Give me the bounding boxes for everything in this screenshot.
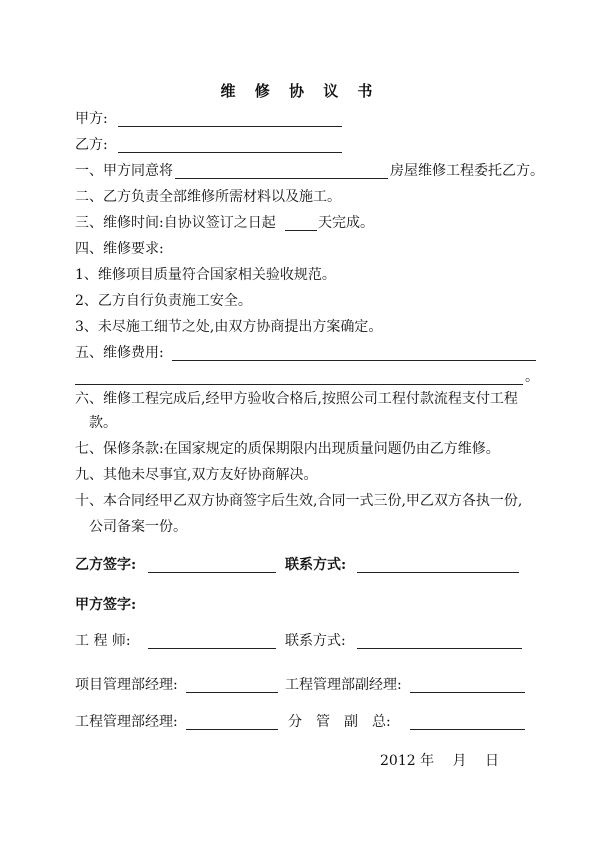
engineer-contact-label: 联系方式: (285, 633, 346, 649)
deputy-general-label: 分 管 副 总: (288, 714, 391, 730)
clause-10-line-1: 十、本合同经甲乙双方协商签字后生效,合同一式三份,甲乙双方各执一份, (75, 493, 523, 509)
clause-3-prefix: 三、维修时间:自协议签订之日起 (75, 215, 276, 231)
clause-1-suffix: 房屋维修工程委托乙方。 (390, 163, 544, 179)
party-a-label: 甲方: (75, 111, 108, 127)
eng-dept-manager-field[interactable] (186, 729, 278, 730)
party-a-field[interactable] (118, 126, 342, 127)
party-a-signature-label: 甲方签字: (75, 597, 137, 613)
clause-2: 二、乙方负责全部维修所需材料以及施工。 (75, 189, 341, 205)
engineer-label: 工 程 师: (75, 633, 131, 649)
project-manager-field[interactable] (186, 692, 278, 693)
requirement-3: 3、未尽施工细节之处,由双方协商提出方案确定。 (75, 319, 383, 335)
party-b-label: 乙方: (75, 137, 108, 153)
requirement-1: 1、维修项目质量符合国家相关验收规范。 (75, 267, 336, 283)
clause-6-line-1: 六、维修工程完成后,经甲方验收合格后,按照公司工程付款流程支付工程 (75, 391, 518, 407)
eng-dept-deputy-label: 工程管理部副经理: (285, 677, 402, 693)
clause-5-end: 。 (525, 369, 539, 385)
clause-5-fee-field-continued[interactable] (75, 384, 523, 385)
clause-9: 九、其他未尽事宜,双方友好协商解决。 (75, 467, 318, 483)
engineer-field[interactable] (148, 648, 276, 649)
signing-date: 2012 年 月 日 (380, 753, 499, 769)
project-manager-label: 项目管理部经理: (75, 677, 178, 693)
clause-6-line-2: 款。 (89, 415, 117, 431)
clause-10-line-2: 公司备案一份。 (89, 519, 187, 535)
clause-7: 七、保修条款:在国家规定的质保期限内出现质量问题仍由乙方维修。 (75, 441, 500, 457)
clause-3-suffix: 天完成。 (318, 215, 374, 231)
party-b-contact-label: 联系方式: (285, 557, 347, 573)
eng-dept-manager-label: 工程管理部经理: (75, 714, 178, 730)
deputy-general-field[interactable] (410, 729, 525, 730)
requirement-2: 2、乙方自行负责施工安全。 (75, 293, 252, 309)
eng-dept-deputy-field[interactable] (410, 692, 525, 693)
clause-5: 五、维修费用: (75, 345, 164, 361)
clause-1-address-field[interactable] (175, 178, 388, 179)
clause-5-fee-field[interactable] (172, 360, 536, 361)
document-title: 维 修 协 议 书 (220, 82, 380, 100)
clause-3-days-field[interactable] (285, 230, 317, 231)
clause-1-prefix: 一、甲方同意将 (75, 163, 173, 179)
party-b-signature-label: 乙方签字: (75, 557, 137, 573)
clause-4: 四、维修要求: (75, 241, 164, 257)
party-b-signature-field[interactable] (148, 572, 276, 573)
party-b-field[interactable] (118, 152, 342, 153)
engineer-contact-field[interactable] (357, 648, 522, 649)
party-b-contact-field[interactable] (357, 572, 519, 573)
